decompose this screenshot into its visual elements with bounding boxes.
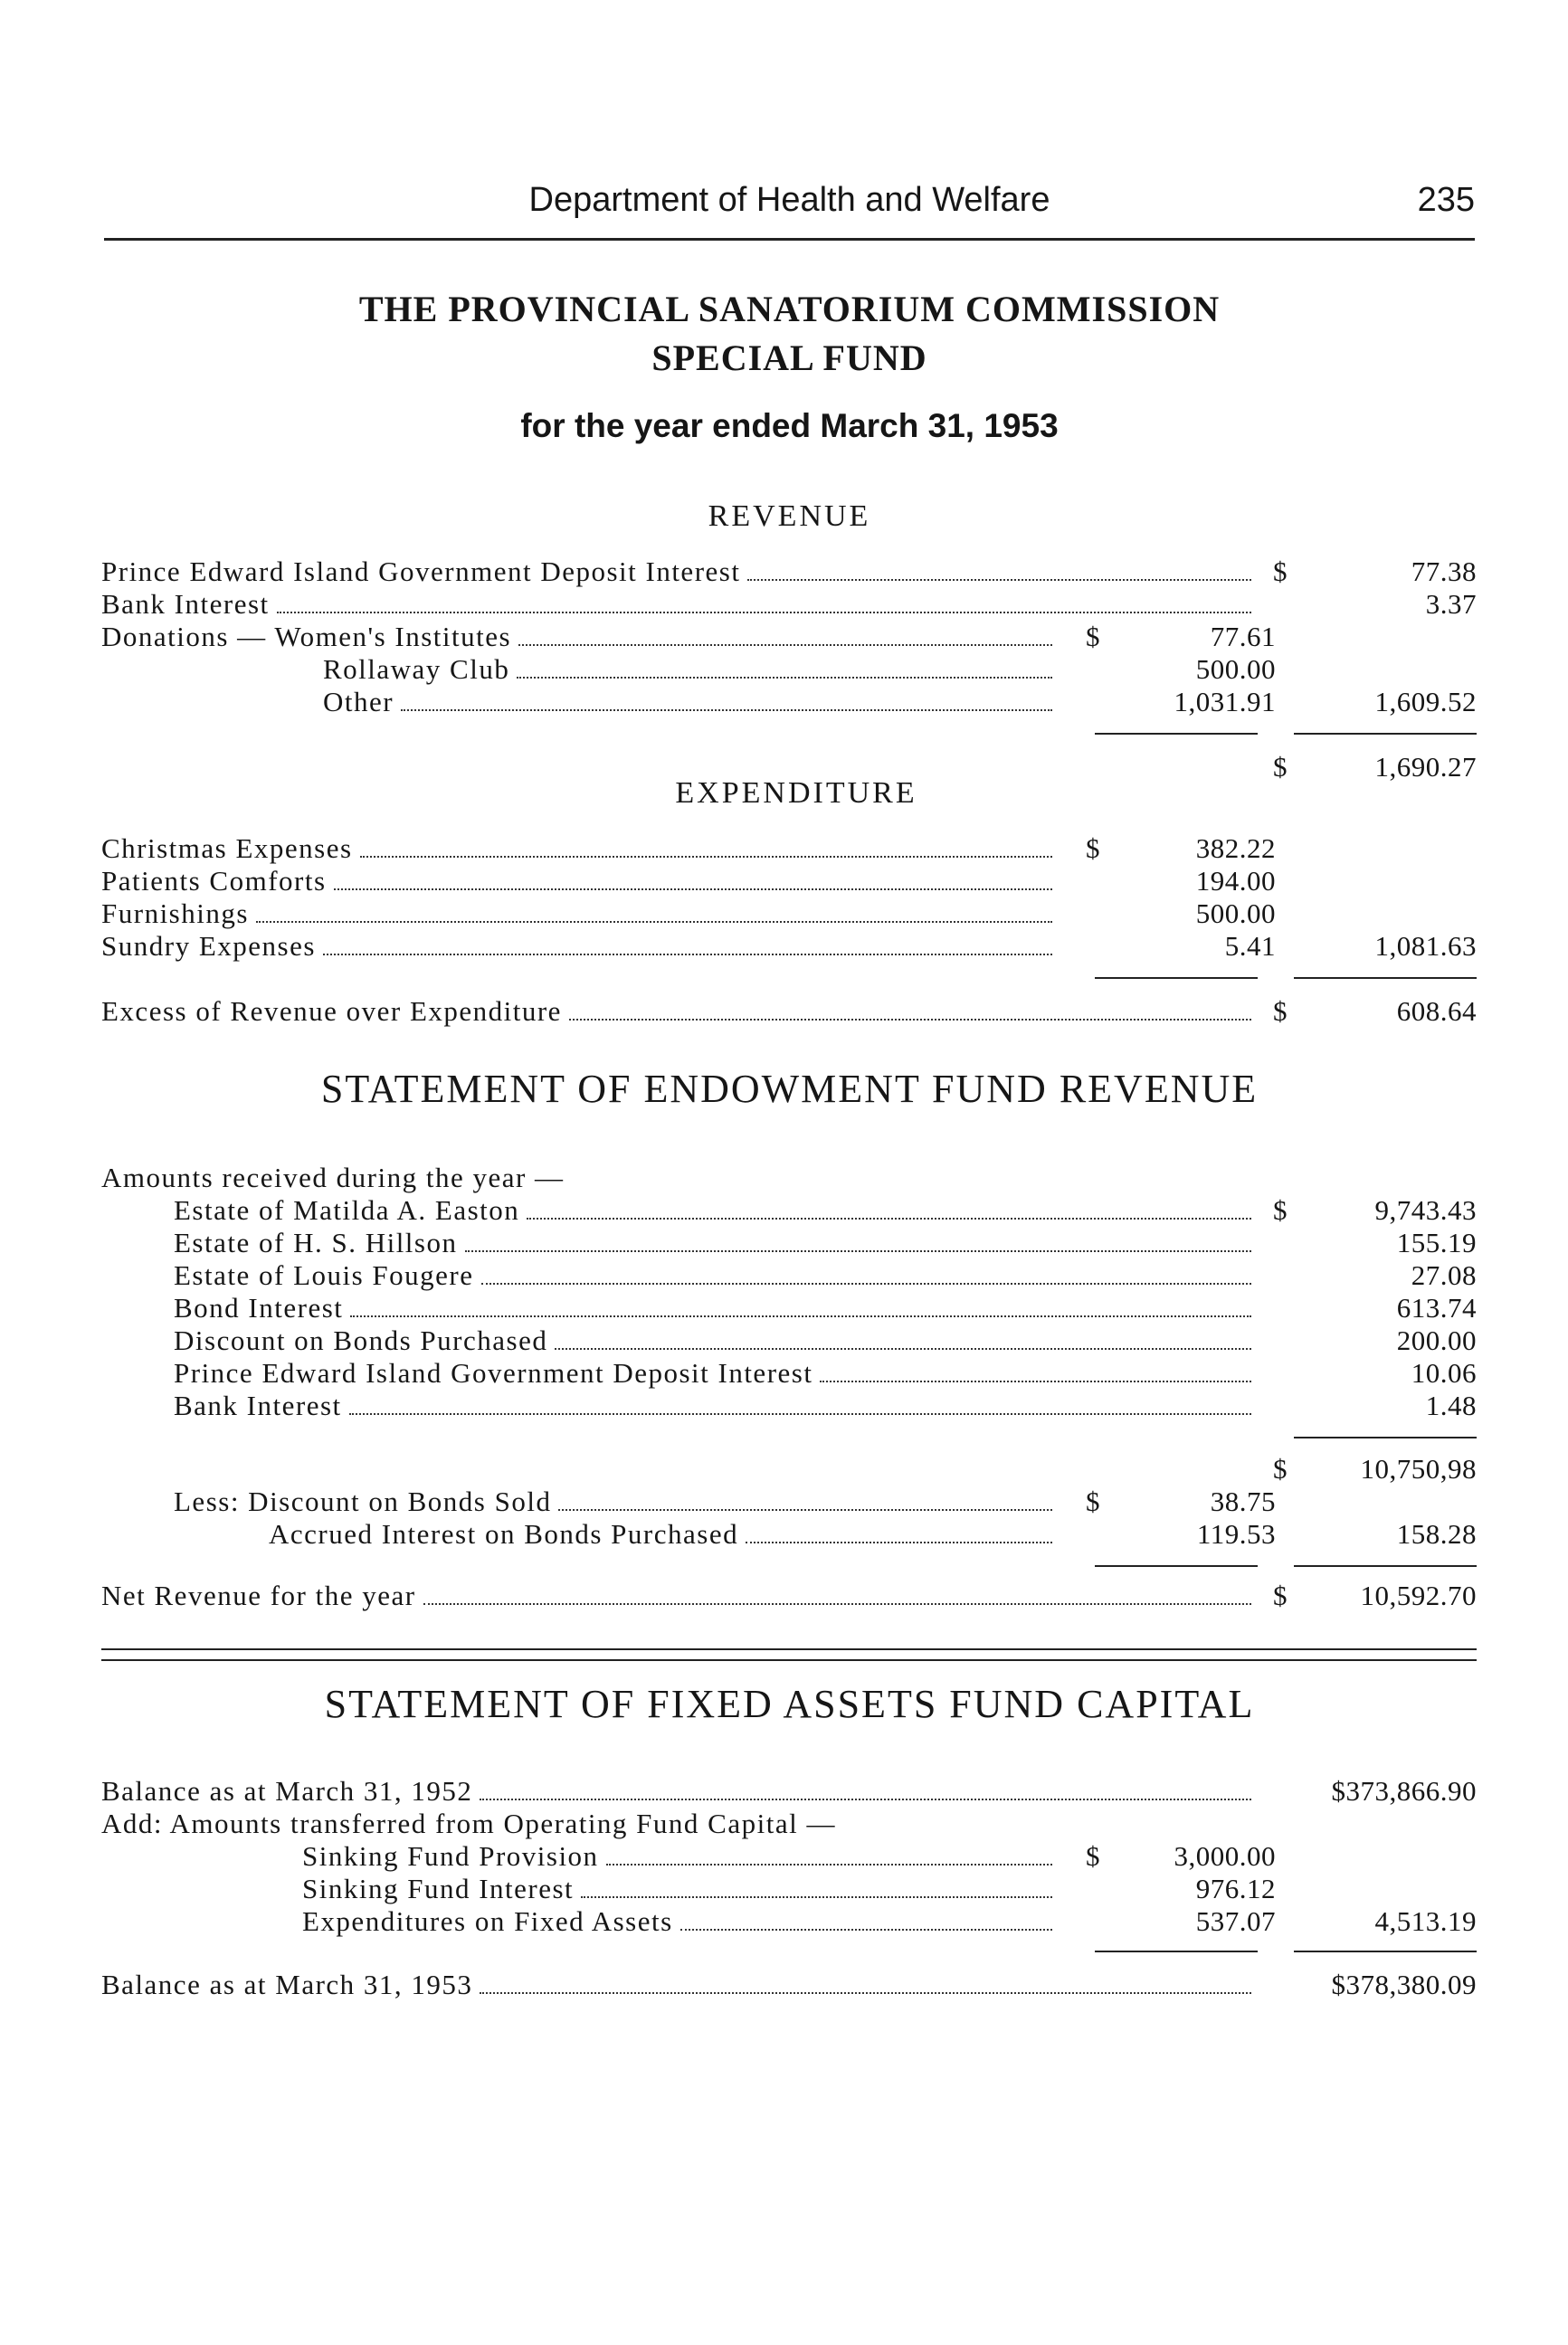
row-label: Discount on Bonds Purchased	[174, 1324, 548, 1356]
row-subtotal: 194.00	[1195, 865, 1276, 897]
row-subtotal: 500.00	[1195, 653, 1276, 685]
heading-line-2: SPECIAL FUND	[651, 337, 927, 378]
leader-dots	[481, 1283, 1251, 1285]
grand-total: 1,690.27	[1374, 751, 1477, 783]
heading-line-1: THE PROVINCIAL SANATORIUM COMMISSION	[358, 289, 1221, 329]
leader-dots	[527, 1218, 1251, 1220]
balance-open-row	[101, 1775, 1477, 1809]
row-label: Bank Interest	[174, 1390, 342, 1421]
endowment-title: STATEMENT OF ENDOWMENT FUND REVENUE	[320, 1067, 1259, 1111]
row-label: Prince Edward Island Government Deposit Interest	[101, 555, 741, 587]
leader-dots	[555, 1348, 1251, 1350]
row-label: Amounts received during the year —	[101, 1162, 565, 1193]
row-label: Donations — Women's Institutes	[101, 621, 512, 652]
leader-dots	[746, 1542, 1052, 1543]
dollar-sign: $	[1273, 995, 1288, 1027]
endowment-row	[101, 1194, 1477, 1229]
expenditure-row	[101, 865, 1477, 899]
row-label: Bank Interest	[101, 588, 270, 620]
leader-dots	[349, 1413, 1251, 1415]
leader-dots	[334, 888, 1052, 890]
endowment-row	[101, 1292, 1477, 1326]
fixed-assets-row	[101, 1905, 1477, 1940]
dollar-sign: $	[1273, 1453, 1288, 1485]
row-label: Balance as at March 31, 1952	[101, 1775, 473, 1807]
row-total: 608.64	[1396, 995, 1477, 1027]
leader-dots	[820, 1381, 1251, 1382]
row-total: 27.08	[1411, 1259, 1477, 1291]
dollar-sign: $	[1273, 1580, 1288, 1611]
leader-dots	[360, 856, 1052, 858]
row-label: Rollaway Club	[323, 653, 510, 685]
row-subtotal: 500.00	[1195, 897, 1276, 929]
leader-dots	[256, 921, 1052, 923]
header-title: Department of Health and Welfare	[528, 181, 1050, 219]
row-label: Sinking Fund Interest	[302, 1873, 575, 1904]
dollar-sign: $	[1086, 1840, 1101, 1872]
leader-dots	[747, 579, 1251, 581]
row-label: Bond Interest	[174, 1292, 344, 1324]
row-label: Excess of Revenue over Expenditure	[101, 995, 562, 1027]
row-total: 9,743.43	[1374, 1194, 1477, 1226]
row-total: 77.38	[1411, 555, 1477, 587]
row-total: $373,866.90	[1331, 1775, 1477, 1807]
row-label: Expenditures on Fixed Assets	[302, 1905, 673, 1937]
row-label: Other	[323, 686, 394, 717]
subtotal: 10,750,98	[1360, 1453, 1477, 1485]
leader-dots	[277, 612, 1251, 613]
leader-dots	[518, 644, 1052, 646]
row-subtotal: 38.75	[1210, 1486, 1276, 1517]
dollar-sign: $	[1086, 621, 1101, 652]
row-label: Sinking Fund Provision	[302, 1840, 599, 1872]
row-label: Net Revenue for the year	[101, 1580, 416, 1611]
expenditure-row	[101, 832, 1477, 867]
leader-dots	[423, 1603, 1251, 1605]
row-label: Estate of Matilda A. Easton	[174, 1194, 520, 1226]
endowment-row	[101, 1357, 1477, 1391]
dollar-sign: $	[1273, 555, 1288, 587]
dollar-sign: $	[1086, 832, 1101, 864]
row-subtotal: 537.07	[1195, 1905, 1276, 1937]
dollar-sign: $	[1273, 751, 1288, 783]
leader-dots	[401, 709, 1052, 711]
running-header	[104, 181, 1475, 235]
endowment-row	[101, 1227, 1477, 1261]
rule	[1095, 1951, 1258, 1952]
row-total: 10,592.70	[1360, 1580, 1477, 1611]
leader-dots	[480, 1799, 1251, 1800]
row-label: Sundry Expenses	[101, 930, 316, 962]
row-label: Add: Amounts transferred from Operating Fund Capital —	[101, 1808, 836, 1839]
expenditure-row	[101, 897, 1477, 932]
row-total: 1.48	[1425, 1390, 1477, 1421]
row-label: Patients Comforts	[101, 865, 327, 897]
fixed-assets-row	[101, 1873, 1477, 1907]
leader-dots	[581, 1896, 1052, 1898]
rule	[1095, 977, 1258, 979]
row-total: 155.19	[1396, 1227, 1477, 1258]
leader-dots	[517, 677, 1052, 679]
header-rule	[104, 238, 1475, 241]
row-subtotal: 3,000.00	[1174, 1840, 1276, 1872]
rule	[1294, 977, 1477, 979]
rule	[1095, 1565, 1258, 1567]
leader-dots	[606, 1864, 1052, 1866]
fixed-assets-row	[101, 1840, 1477, 1875]
less-row	[101, 1486, 1477, 1520]
row-total: 10.06	[1411, 1357, 1477, 1389]
revenue-row	[101, 621, 1477, 655]
row-label: Estate of Louis Fougere	[174, 1259, 474, 1291]
dollar-sign: $	[1273, 1194, 1288, 1226]
row-subtotal: 119.53	[1196, 1518, 1276, 1550]
row-subtotal: 77.61	[1210, 621, 1276, 652]
endowment-subtotal-row	[101, 1453, 1477, 1487]
row-total: $378,380.09	[1331, 1969, 1477, 2000]
leader-dots	[558, 1509, 1052, 1511]
balance-close-row	[101, 1969, 1477, 2003]
expenditure-title: EXPENDITURE	[675, 776, 917, 810]
endowment-row	[101, 1259, 1477, 1294]
row-total: 1,609.52	[1374, 686, 1477, 717]
leader-dots	[680, 1929, 1052, 1931]
row-label: Christmas Expenses	[101, 832, 353, 864]
row-label: Accrued Interest on Bonds Purchased	[269, 1518, 739, 1550]
leader-dots	[569, 1019, 1251, 1021]
rule	[1294, 1565, 1477, 1567]
row-total: 158.28	[1396, 1518, 1477, 1550]
rule	[1095, 733, 1258, 735]
endowment-row	[101, 1324, 1477, 1359]
row-label: Balance as at March 31, 1953	[101, 1969, 473, 2000]
endowment-row	[101, 1390, 1477, 1424]
less-row	[101, 1518, 1477, 1552]
expenditure-row	[101, 930, 1477, 964]
row-subtotal: 1,031.91	[1174, 686, 1276, 717]
leader-dots	[323, 954, 1052, 955]
row-label: Less: Discount on Bonds Sold	[174, 1486, 552, 1517]
revenue-row	[101, 588, 1477, 622]
heading-line-3: for the year ended March 31, 1953	[520, 407, 1059, 444]
leader-dots	[350, 1315, 1251, 1317]
rule	[1294, 733, 1477, 735]
row-label: Furnishings	[101, 897, 249, 929]
row-subtotal: 382.22	[1195, 832, 1276, 864]
revenue-row	[101, 555, 1477, 590]
row-total: 613.74	[1396, 1292, 1477, 1324]
row-total: 3.37	[1425, 588, 1477, 620]
row-total: 4,513.19	[1374, 1905, 1477, 1937]
leader-dots	[465, 1250, 1252, 1252]
add-row	[101, 1808, 1477, 1842]
rule	[1294, 1951, 1477, 1952]
leader-dots	[480, 1992, 1251, 1994]
page-number: 235	[1417, 181, 1475, 219]
row-total: 1,081.63	[1374, 930, 1477, 962]
excess-row	[101, 995, 1477, 1030]
revenue-row	[101, 653, 1477, 688]
revenue-title: REVENUE	[708, 499, 871, 533]
net-revenue-row	[101, 1580, 1477, 1614]
endowment-intro	[101, 1162, 1477, 1196]
row-subtotal: 976.12	[1195, 1873, 1276, 1904]
revenue-row	[101, 686, 1477, 720]
dollar-sign: $	[1086, 1486, 1101, 1517]
row-subtotal: 5.41	[1224, 930, 1276, 962]
rule	[1294, 1437, 1477, 1438]
section-divider	[101, 1648, 1477, 1661]
fixed-assets-title: STATEMENT OF FIXED ASSETS FUND CAPITAL	[324, 1682, 1255, 1726]
row-label: Prince Edward Island Government Deposit Interest	[174, 1357, 813, 1389]
row-label: Estate of H. S. Hillson	[174, 1227, 458, 1258]
row-total: 200.00	[1396, 1324, 1477, 1356]
